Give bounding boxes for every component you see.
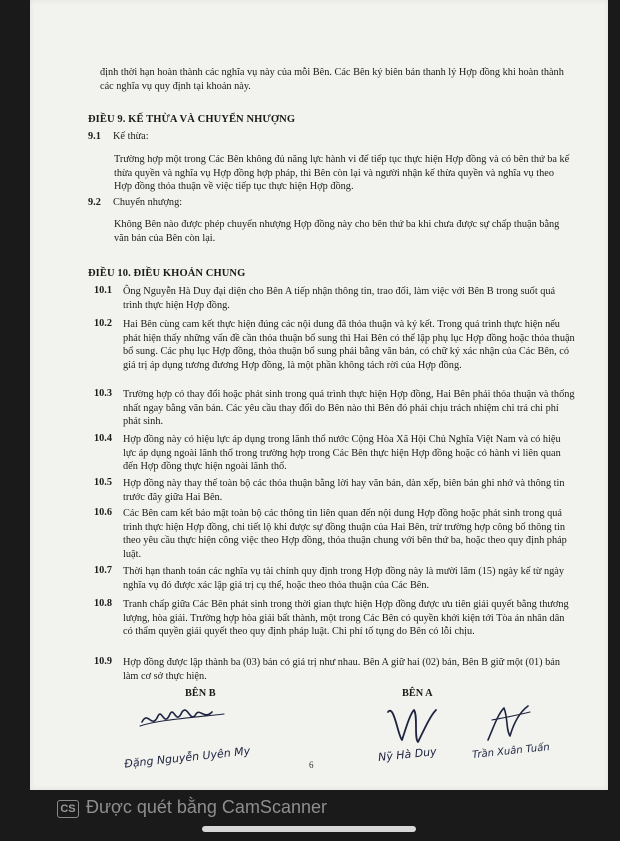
clause-10-2-number: 10.2 [94,318,113,329]
section-9-1-number: 9.1 [88,131,101,142]
camscanner-logo-icon: CS [57,800,79,818]
section-9-1-title: Kế thừa: [113,131,149,142]
party-a-handwritten-name-1: Nỹ Hà Duy [377,744,438,765]
section-9-2-body: Không Bên nào được phép chuyển nhượng Hợp đồng này cho bên thứ ba khi chưa được sự chấp thuận bằng văn bản của Bên còn lại. [114,219,560,244]
party-a-signature-1 [380,700,440,746]
clause-10-7-text: Thời hạn thanh toán các nghĩa vụ tài chính quy định trong Hợp đồng này là mười lăm (15) ngày kể từ ngày nghĩa vụ đó được xác lập giá trị cụ thể, hoặc theo thỏa thuận của Các Bên. [123,566,564,591]
section-9-2-number: 9.2 [88,197,101,208]
article-9-heading: ĐIỀU 9. KẾ THỪA VÀ CHUYỂN NHƯỢNG [88,114,296,125]
clause-10-5-number: 10.5 [94,477,113,488]
clause-10-6-number: 10.6 [94,507,113,518]
clause-10-5-text: Hợp đồng này thay thế toàn bộ các thỏa thuận bằng lời hay văn bản, dàn xếp, biên bản ghi nhớ và thông tin trước đây giữa Hai Bên. [123,478,565,503]
clause-10-2-text: Hai Bên cùng cam kết thực hiện đúng các nội dung đã thỏa thuận và ký kết. Trong quá trình thực hiện nếu phát hiện thấy những vấn đề cần thỏa thuận bổ sung thì Hai Bên có thể lập phụ lục Hợp đồng hoặc thỏa thuận bổ sung. Các phụ lục Hợp đồng, thỏa thuận bổ sung phải bằng văn bản, có chữ ký xác nhận của Các Bên, có giá trị áp dụng tương đương Hợp đồng, là một phần không tách rời của Hợp đồng. [123,319,575,371]
section-9-1-body: Trường hợp một trong Các Bên không đủ năng lực hành vi để tiếp tục thực hiện Hợp đồng và có bên thứ ba kế thừa quyền và nghĩa vụ Hợp đồng hợp pháp, thì Bên còn lại và người nhận kế thừa quyền và nghĩa vụ theo Hợp đồng thỏa thuận về việc tiếp tục thực hiện Hợp đồng. [114,154,570,193]
intro-paragraph: định thời hạn hoàn thành các nghĩa vụ này của mỗi Bên. Các Bên ký biên bản thanh lý Hợp đồng khi hoàn thành các nghĩa vụ quy định tại khoản này. [100,67,564,92]
clause-10-9-text: Hợp đồng được lập thành ba (03) bản có giá trị như nhau. Bên A giữ hai (02) bản, Bên B giữ một (01) bản làm cơ sở thực hiện. [123,657,560,682]
clause-10-3-text: Trường hợp có thay đổi hoặc phát sinh trong quá trình thực hiện Hợp đồng, Hai Bên phải thỏa thuận và thống nhất ngay bằng văn bản. Các yêu cầu thay đổi do Bên nào thì Bên đó phải chịu trách nhiệm chi trả chi phí phát sinh. [123,389,575,428]
article-10-heading: ĐIỀU 10. ĐIỀU KHOẢN CHUNG [88,268,246,279]
document-page [30,0,608,790]
page-number: 6 [309,760,314,770]
clause-10-9-number: 10.9 [94,656,113,667]
party-a-label: BÊN A [402,688,433,699]
party-a-signature-2 [478,700,538,746]
clause-10-3-number: 10.3 [94,388,113,399]
clause-10-4-text: Hợp đồng này có hiệu lực áp dụng trong lãnh thổ nước Cộng Hòa Xã Hội Chủ Nghĩa Việt Nam và có hiệu lực áp dụng ngoài lãnh thổ trong trường hợp trong Các Bên thực hiện Hợp đồng hoặc có hành vi liên quan đến Hợp đồng thực hiện ngoài lãnh thổ. [123,434,561,473]
clause-10-7-number: 10.7 [94,565,113,576]
clause-10-8-text: Tranh chấp giữa Các Bên phát sinh trong thời gian thực hiện Hợp đồng được ưu tiên giải quyết bằng thương lượng, hòa giải. Trường hợp hòa giải bất thành, một trong Các Bên có quyền khởi kiện tới Tòa án nhân dân có thẩm quyền giải quyết theo quy định pháp luật. Chi phí tố tụng do Bên có lỗi chịu. [123,599,569,638]
clause-10-8-number: 10.8 [94,598,113,609]
party-b-label: BÊN B [185,688,216,699]
clause-10-6-text: Các Bên cam kết bảo mật toàn bộ các thông tin liên quan đến nội dung Hợp đồng hoặc phát sinh trong quá trình thực hiện Hợp đồng, chi tiết lộ khi được sự đồng thuận của Hai Bên, trừ trường hợp công bố thông tin theo yêu cầu thực hiện công việc theo Hợp đồng, thỏa thuận chung với bên thứ ba, hoặc theo quy định pháp luật. [123,508,567,560]
clause-10-4-number: 10.4 [94,433,113,444]
party-b-signature [138,700,228,740]
home-indicator-bar[interactable] [202,826,416,832]
party-a-handwritten-name-2: Trần Xuân Tuấn [471,741,551,762]
party-b-handwritten-name: Đặng Nguyễn Uyên My [123,744,251,771]
camscanner-watermark: Được quét bằng CamScanner [86,797,327,817]
section-9-2-title: Chuyển nhượng: [113,197,183,208]
clause-10-1-text: Ông Nguyễn Hà Duy đại diện cho Bên A tiếp nhận thông tin, trao đổi, làm việc với Bên B trong suốt quá trình thực hiện Hợp đồng. [123,286,556,311]
clause-10-1-number: 10.1 [94,285,113,296]
